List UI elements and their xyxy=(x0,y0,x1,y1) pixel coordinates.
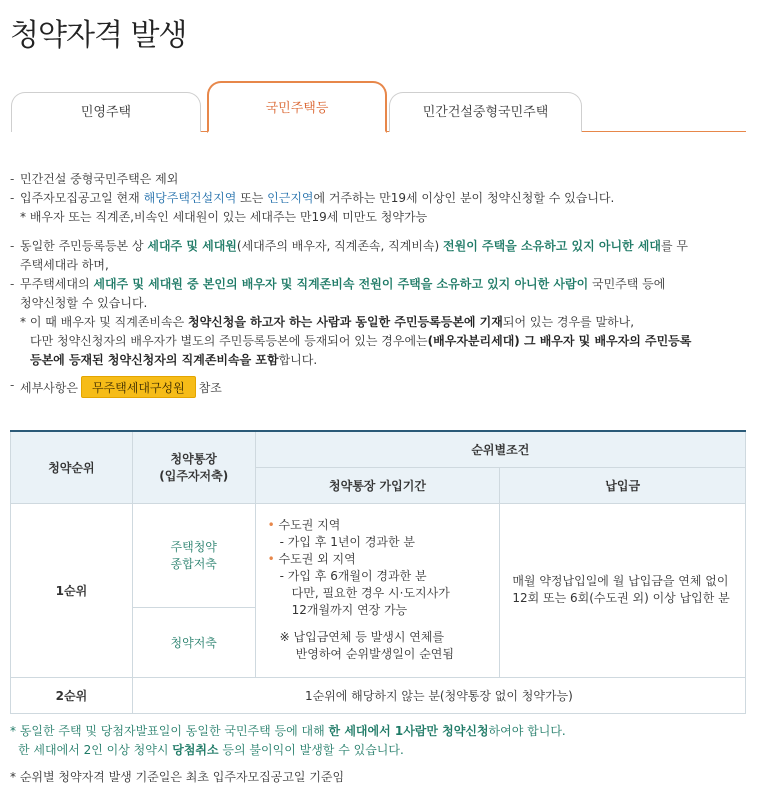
page-title: 청약자격 발생 xyxy=(10,18,187,53)
rank1-label: 1순위 xyxy=(11,503,133,677)
period-cell: • 수도권 지역 - 가입 후 1년이 경과한 분 • 수도권 외 지역 - 가입 후 6개월이 경과한 분 다만, 필요한 경우 시·도지사가 12개월까지 연장 가능 ※ 납입금연체 등 발생시 연체를 반영하여 순위발생일이 순연됨 xyxy=(255,503,500,677)
payment-cell: 매월 약정납입일에 월 납입금을 연체 없이 12회 또는 6회(수도권 외) 이상 납입한 분 xyxy=(500,503,746,677)
footer-note: 한 세대에서 2인 이상 청약시 당첨취소 등의 불이익이 발생할 수 있습니다. xyxy=(18,743,404,757)
rank2-desc: 1순위에 해당하지 않는 분(청약통장 없이 청약가능) xyxy=(132,677,745,713)
tab-national-housing[interactable]: 국민주택등 xyxy=(207,81,387,133)
note-sub: * 배우자 또는 직계존,비속인 세대원이 있는 세대주는 만19세 미만도 청약가능 xyxy=(20,210,428,224)
footer-note: * 동일한 주택 및 당첨자발표일이 동일한 국민주택 등에 대해 한 세대에서 1사람만 청약신청하여야 합니다. xyxy=(10,724,566,738)
rank2-label: 2순위 xyxy=(11,677,133,713)
tab-private-housing[interactable]: 민영주택 xyxy=(11,92,201,132)
homeless-household-member-button[interactable]: 무주택세대구성원 xyxy=(81,376,196,398)
header-rank: 청약순위 xyxy=(11,431,133,503)
footer-note: * 순위별 청약자격 발생 기준일은 최초 입주자모집공고일 기준임 xyxy=(10,770,345,784)
tab-private-mid-national-housing[interactable]: 민간건설중형국민주택 xyxy=(389,92,582,132)
note-sub: 다만 청약신청자의 배우자가 별도의 주민등록등본에 등재되어 있는 경우에는(배우자분리세대) 그 배우자 및 배우자의 주민등록 xyxy=(30,334,692,348)
rank-condition-table xyxy=(10,430,746,714)
header-condition: 순위별조건 xyxy=(255,431,745,467)
tab-bar xyxy=(11,80,746,132)
note-sub: 등본에 등재된 청약신청자의 직계존비속을 포함합니다. xyxy=(30,353,318,367)
link-housing-region[interactable]: 해당주택건설지역 xyxy=(143,191,237,205)
eligibility-notes xyxy=(10,170,750,398)
header-period: 청약통장 가입기간 xyxy=(255,467,500,503)
note-sub: * 이 때 배우자 및 직계존비속은 청약신청을 하고자 하는 사람과 동일한 주민등록등본에 기재되어 있는 경우를 말하나, xyxy=(20,315,635,329)
note-item: - 동일한 주민등록등본 상 세대주 및 세대원(세대주의 배우자, 직계존속, 직계비속) 전원이 주택을 소유하고 있지 아니한 세대를 무 주택세대라 하며, xyxy=(10,239,688,272)
note-item: - 민간건설 중형국민주택은 제외 xyxy=(10,172,179,186)
account-comprehensive: 주택청약 종합저축 xyxy=(132,503,255,607)
note-item: - 무주택세대의 세대주 및 세대원 중 본인의 배우자 및 직계존비속 전원이 주택을 소유하고 있지 아니한 사람이 국민주택 등에 청약신청할 수 있습니다. xyxy=(10,277,666,310)
footer-notes xyxy=(10,722,750,787)
note-item: - 입주자모집공고일 현재 해당주택건설지역 또는 인근지역에 거주하는 만19세 이상인 분이 청약신청할 수 있습니다. xyxy=(10,191,615,205)
header-payment: 납입금 xyxy=(500,467,746,503)
link-adjacent-region[interactable]: 인근지역 xyxy=(267,191,314,205)
header-account: 청약통장 (입주자저축) xyxy=(132,431,255,503)
note-item: - 세부사항은 무주택세대구성원 참조 xyxy=(10,376,750,398)
account-savings: 청약저축 xyxy=(132,607,255,677)
